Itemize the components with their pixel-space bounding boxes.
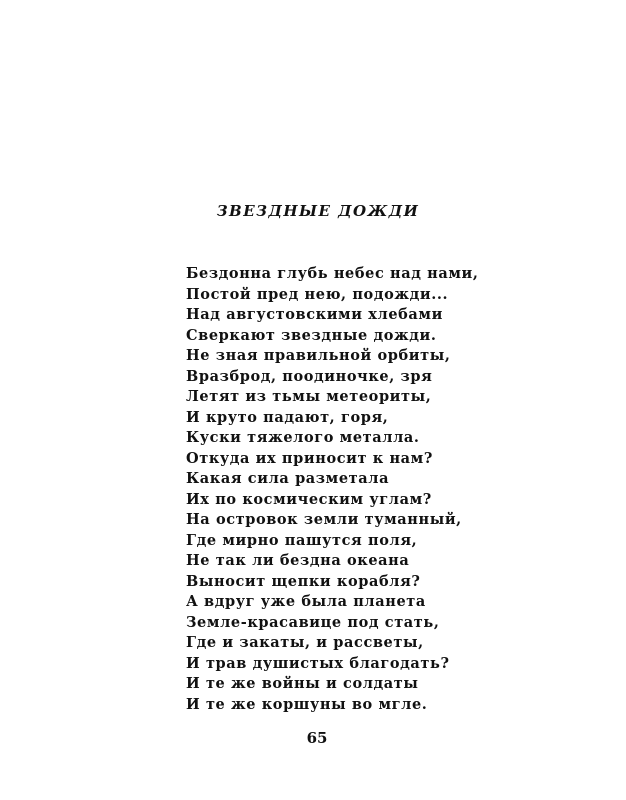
poem-title: ЗВЕЗДНЫЕ ДОЖДИ <box>216 202 420 220</box>
poem-line: Где мирно пашутся поля, <box>186 531 418 549</box>
poem-line: Выносит щепки корабля? <box>186 572 421 590</box>
poem-line: Их по космическим углам? <box>186 490 432 508</box>
poem-line: Какая сила разметала <box>186 470 390 487</box>
poem-line: И круто падают, горя, <box>186 408 389 426</box>
poem-line: Куски тяжелого металла. <box>186 429 420 446</box>
poem-line: Откуда их приносит к нам? <box>186 449 433 467</box>
poem-line: Летят из тьмы метеориты, <box>186 388 432 405</box>
poem-line: Постой пред нею, подожди... <box>186 285 449 303</box>
poem-line: А вдруг уже была планета <box>186 593 426 610</box>
poem-line: Земле-красавице под стать, <box>186 613 440 631</box>
poem-line: Сверкают звездные дожди. <box>186 326 437 344</box>
poem-line: Бездонна глубь небес над нами, <box>186 265 479 282</box>
poem-line: Где и закаты, и рассветы, <box>186 634 424 651</box>
poem-line: Не зная правильной орбиты, <box>186 347 451 364</box>
poem-line: И трав душистых благодать? <box>186 654 450 672</box>
poem-line: И те же коршуны во мгле. <box>186 695 428 713</box>
poem-line: И те же войны и солдаты <box>186 675 419 692</box>
poem-line: Не так ли бездна океана <box>186 552 410 569</box>
poem-line: Над августовскими хлебами <box>186 306 443 323</box>
poem-line: На островок земли туманный, <box>186 511 462 528</box>
page-number: 65 <box>306 729 328 747</box>
poem-line: Вразброд, поодиночке, зря <box>186 367 433 385</box>
poem-body <box>186 264 479 715</box>
